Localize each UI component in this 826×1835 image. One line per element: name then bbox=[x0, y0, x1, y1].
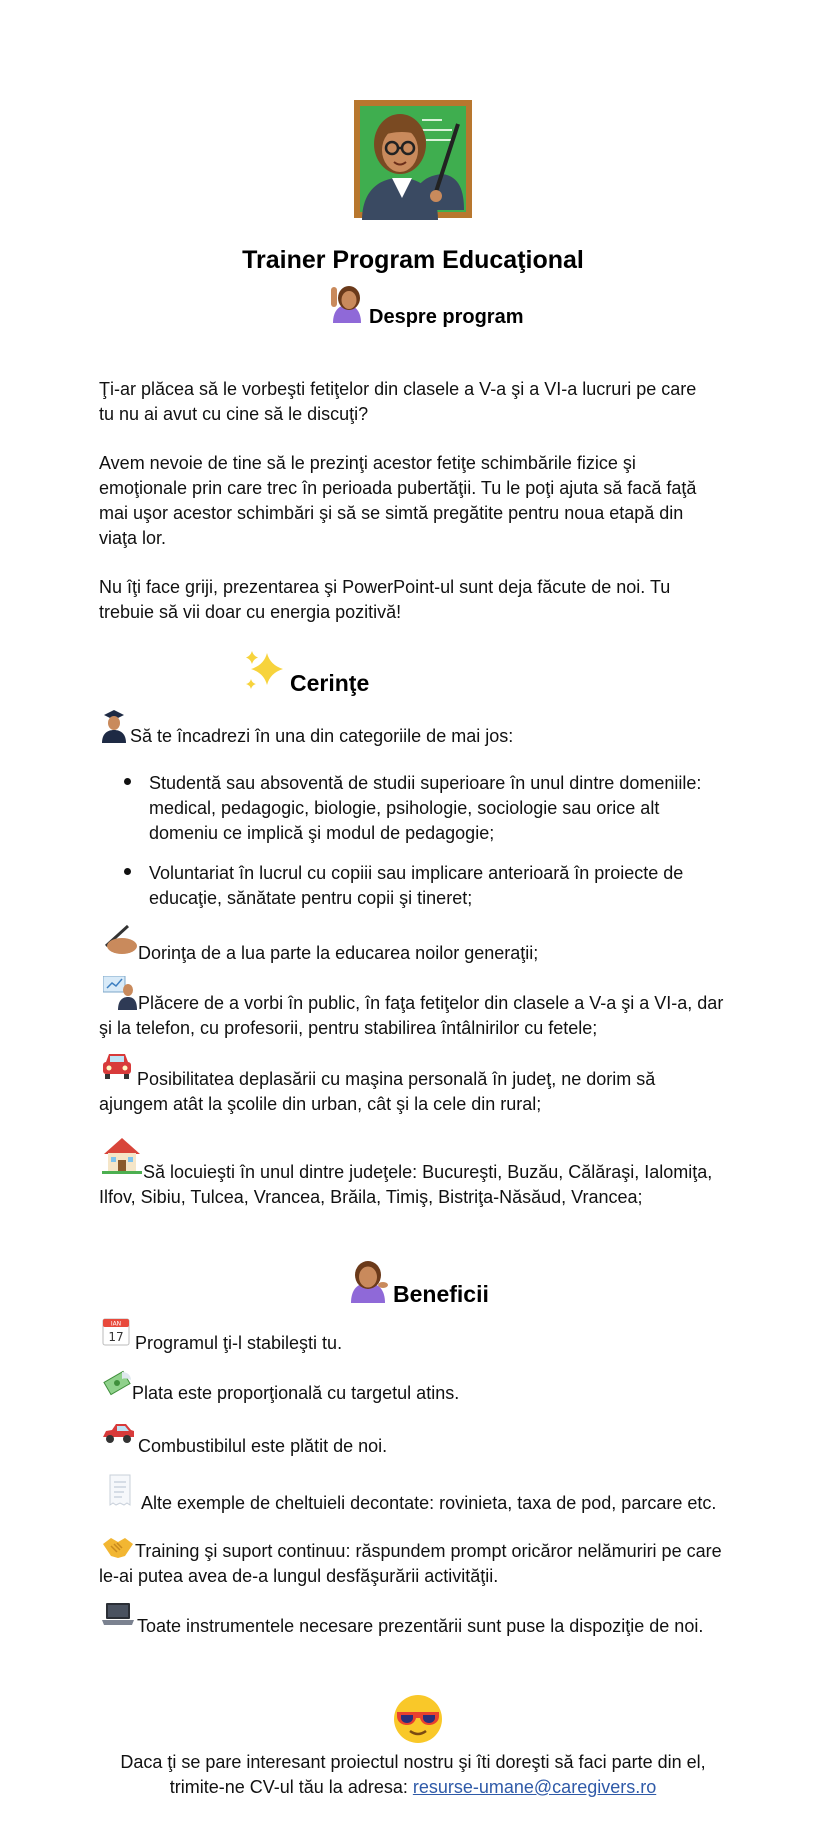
footer-line-2-text: trimite-ne CV-ul tău la adresa: bbox=[169, 1777, 413, 1797]
about-heading: Despre program bbox=[369, 306, 524, 328]
requirement-bullet-1: Studentă sau absoventă de studii superioare în unul dintre domeniile: medical, pedagogic, biologie, psihologie, sociologie sau orice alt domeniu ce implică şi modul de pedagogie; bbox=[149, 773, 702, 843]
intro-paragraph-3: Nu îţi face griji, prezentarea şi PowerPoint-ul sunt deja făcute de noi. Tu trebuie să vii doar cu energia pozitivă! bbox=[99, 577, 671, 622]
intro-paragraph-2: Avem nevoie de tine să le prezinţi acestor fetiţe schimbările fizice şi emoţionale prin care trec în perioada pubertăţii. Tu le poţi ajuta să facă faţă mai uşor acestor schimbări şi să se simtă pregătite pentru noua etapă din viaţa lor. bbox=[99, 453, 697, 548]
bullet-dot bbox=[124, 778, 131, 785]
tipping-hand-icon bbox=[345, 1257, 391, 1303]
benefit-item-6: Toate instrumentele necesare prezentării sunt puse la dispoziţie de noi. bbox=[137, 1616, 704, 1636]
benefit-item-1: Programul ţi-l stabileşti tu. bbox=[135, 1333, 343, 1353]
intro-paragraph-1: Ţi-ar plăcea să le vorbeşti fetiţelor din clasele a V-a şi a VI-a lucruri pe care tu nu ai avut cu cine să le discuţi? bbox=[99, 379, 697, 424]
footer-line-1: Daca ţi se pare interesant proiectul nostru şi îti doreşti să faci parte din el, bbox=[120, 1752, 706, 1772]
benefit-item-3: Combustibilul este plătit de noi. bbox=[138, 1436, 388, 1456]
receipt-icon bbox=[108, 1474, 132, 1508]
requirement-item-1: Dorinţa de a lua parte la educarea noilor generaţii; bbox=[138, 943, 539, 963]
benefit-item-2: Plata este proporţională cu targetul atins. bbox=[132, 1383, 460, 1403]
requirement-item-4: Să locuieşti în unul dintre judeţele: Bucureşti, Buzău, Călăraşi, Ialomiţa, Ilfov, Sibiu, Tulcea, Vrancea, Brăila, Timiş, Bistriţa-Năsăud, Vrancea; bbox=[99, 1162, 713, 1207]
calendar-icon bbox=[102, 1318, 130, 1346]
requirement-item-3: Posibilitatea deplasării cu maşina personală în judeţ, ne dorim să ajungem atât la şcolile din urban, cât şi la cele din rural; bbox=[99, 1069, 656, 1114]
raising-hand-icon bbox=[327, 283, 367, 323]
laptop-icon bbox=[102, 1602, 134, 1626]
benefits-heading: Beneficii bbox=[393, 1281, 489, 1307]
car-side-icon bbox=[101, 1423, 135, 1445]
calendar-month-label: ΙΑΝ bbox=[110, 1320, 122, 1328]
requirement-item-2: Plăcere de a vorbi în public, în faţa fetiţelor din clasele a V-a şi a VI-a, dar şi la telefon, cu profesorii, pentru stabilirea întâlnirilor cu fetele; bbox=[99, 993, 724, 1038]
requirements-heading: Cerinţe bbox=[290, 670, 370, 696]
footer-line-2 bbox=[0, 1775, 826, 1800]
graduate-icon bbox=[102, 709, 126, 743]
teacher-icon bbox=[352, 98, 474, 220]
page-title: Trainer Program Educaţional bbox=[242, 246, 584, 274]
cool-face-icon bbox=[393, 1694, 443, 1744]
calendar-day-label: 17 bbox=[108, 1330, 124, 1344]
category-intro: Să te încadrezi în una din categoriile de mai jos: bbox=[130, 726, 514, 746]
email-link[interactable]: resurse-umane@caregivers.ro bbox=[412, 1777, 657, 1797]
writing-hand-icon bbox=[102, 924, 138, 956]
requirement-bullet-2: Voluntariat în lucrul cu copiii sau implicare anterioară în proiecte de educaţie, sănătate pentru copii şi tineret; bbox=[149, 863, 684, 908]
bullet-dot bbox=[124, 868, 131, 875]
money-icon bbox=[102, 1368, 132, 1398]
benefit-item-4: Alte exemple de cheltuieli decontate: rovinieta, taxa de pod, parcare etc. bbox=[141, 1493, 717, 1513]
benefit-item-5: Training şi suport continuu: răspundem prompt oricăror nelămuriri pe care le-ai putea avea de-a lungul desfăşurării activităţii. bbox=[99, 1541, 722, 1586]
sparkles-icon bbox=[243, 649, 287, 693]
